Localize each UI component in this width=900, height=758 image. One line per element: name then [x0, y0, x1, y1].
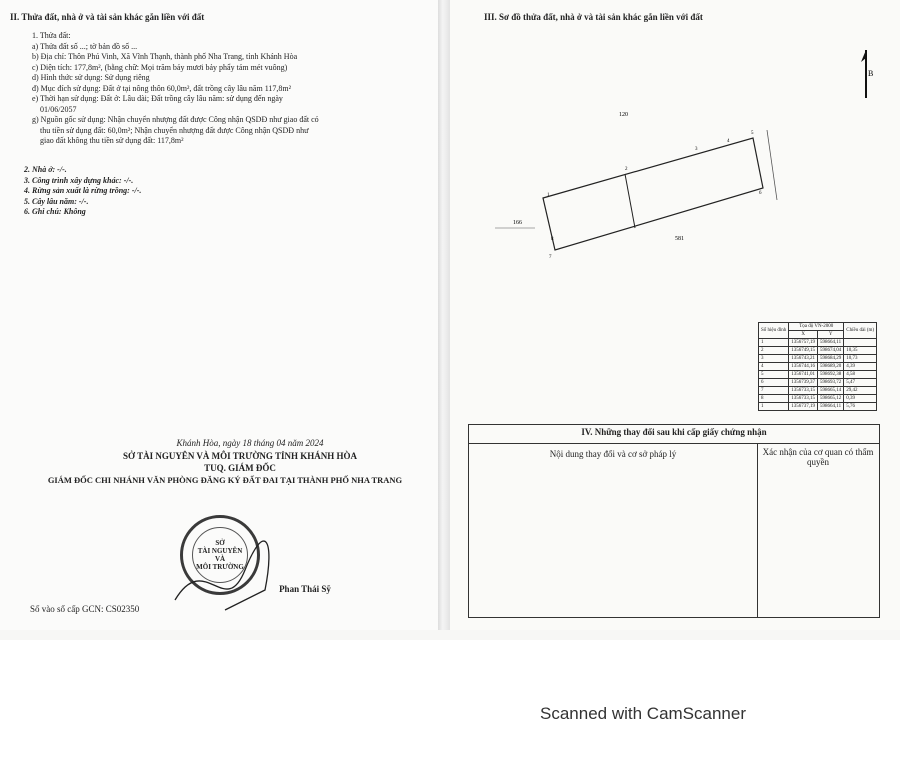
table-cell: 4,58: [844, 371, 877, 379]
table-cell: 8: [759, 395, 789, 403]
signer-name: Phan Thái Sỹ: [279, 584, 331, 594]
table-cell: 1356739,37: [789, 379, 818, 387]
asset-item: 3. Công trình xây dựng khác: -/-.: [24, 175, 134, 185]
land-detail-line: c) Diện tích: 177,8m², (bằng chữ: Mọi trăm bảy mươi bảy phẩy tám mét vuông): [32, 62, 288, 72]
col-length: Chiều dài (m): [844, 323, 877, 339]
land-detail-line: b) Địa chỉ: Thôn Phú Vinh, Xã Vĩnh Thạnh, thành phố Nha Trang, tỉnh Khánh Hòa: [32, 52, 298, 61]
table-row: [759, 403, 877, 411]
neighbor-label-120: 120: [619, 112, 628, 118]
coordinates-table: [758, 322, 877, 411]
registration-number: Số vào sổ cấp GCN: CS02350: [30, 604, 140, 614]
camscanner-watermark: Scanned with CamScanner: [540, 704, 747, 723]
seal-line: SỞ: [215, 539, 225, 547]
authority-confirmation-header: Xác nhận của cơ quan có thẩm quyền: [762, 447, 874, 467]
left-page: [0, 0, 440, 630]
road-edge: [767, 130, 777, 200]
table-cell: 1356744,16: [789, 363, 818, 371]
table-row: [759, 339, 877, 347]
col-vertex: Số hiệu đỉnh: [759, 323, 789, 339]
table-cell: 598684,29: [818, 355, 844, 363]
table-row: [759, 363, 877, 371]
seal-line: VÀ: [214, 555, 226, 563]
table-row: [759, 371, 877, 379]
parcel-divider: [625, 174, 635, 228]
table-cell: 598692,38: [818, 371, 844, 379]
table-cell: 598689,20: [818, 363, 844, 371]
vertex-3: 3: [695, 147, 698, 152]
table-cell: 1356743,21: [789, 355, 818, 363]
land-detail-line: d) Hình thức sử dụng: Sử dụng riêng: [32, 73, 150, 82]
table-cell: 598674,04: [818, 347, 844, 355]
table-cell: 598664,11: [818, 403, 844, 411]
issue-date: Khánh Hòa, ngày 18 tháng 04 năm 2024: [176, 438, 324, 448]
land-detail-line: đ) Mục đích sử dụng: Đất ở tại nông thôn 60,0m², đất trồng cây lâu năm 117,8m²: [32, 83, 292, 93]
signature-scribble: [165, 530, 285, 620]
section-ii-title: II. Thửa đất, nhà ở và tài sản khác gắn liền với đất: [10, 12, 205, 22]
table-cell: 1: [759, 403, 789, 411]
table-cell: 4: [759, 363, 789, 371]
vertex-6: 6: [759, 191, 762, 196]
table-cell: 1: [759, 339, 789, 347]
table-cell: [844, 339, 877, 347]
neighbor-label-581: 581: [675, 236, 684, 242]
land-detail-line: 01/06/2057: [40, 104, 77, 114]
table-cell: 4,39: [844, 363, 877, 371]
table-cell: 6: [759, 379, 789, 387]
table-cell: 598665,14: [818, 387, 844, 395]
vertex-4: 4: [727, 139, 730, 144]
north-arrow-icon: [858, 50, 874, 98]
table-row: [759, 355, 877, 363]
asset-item: 5. Cây lâu năm: -/-.: [24, 196, 89, 206]
section-iii-title: III. Sơ đồ thửa đất, nhà ở và tài sản khác gắn liền với đất: [484, 12, 703, 22]
table-row: [759, 395, 877, 403]
land-detail-line: g) Nguồn gốc sử dụng: Nhận chuyển nhượng đất được Công nhận QSDĐ như giao đất có: [32, 115, 319, 124]
org-authority: TUQ. GIÁM ĐỐC: [204, 463, 276, 473]
asset-item: 2. Nhà ở: -/-.: [24, 165, 67, 174]
table-cell: 1356733,15: [789, 395, 818, 403]
vertex-5: 5: [751, 131, 754, 136]
table-cell: 10,35: [844, 347, 877, 355]
asset-item: 4. Rừng sản xuất là rừng trồng: -/-.: [24, 186, 142, 195]
vertex-7: 7: [549, 255, 552, 260]
org-branch: GIÁM ĐỐC CHI NHÁNH VĂN PHÒNG ĐĂNG KÝ ĐẤT ĐAI TẠI THÀNH PHỐ NHA TRANG: [47, 475, 403, 485]
vertex-8: 8: [551, 237, 554, 242]
table-cell: 598664,11: [818, 339, 844, 347]
asset-item: 6. Ghi chú: Không: [24, 207, 86, 216]
table-cell: 1356737,19: [789, 403, 818, 411]
page-fold: [438, 0, 450, 630]
compass-label: B: [868, 69, 874, 78]
neighbor-label-166: 166: [513, 220, 522, 226]
table-cell: 7: [759, 387, 789, 395]
land-detail-line: e) Thời hạn sử dụng: Đất ở: Lâu dài; Đất trồng cây lâu năm: sử dụng đến ngày: [32, 94, 283, 103]
table-cell: 1356741,01: [789, 371, 818, 379]
table-row: [759, 347, 877, 355]
table-cell: 598693,72: [818, 379, 844, 387]
seal-line: MÔI TRƯỜNG: [196, 563, 244, 571]
table-cell: 5,76: [844, 403, 877, 411]
changes-box: [468, 424, 880, 618]
seal-line: TÀI NGUYÊN: [197, 547, 243, 555]
parcel-diagram: [495, 100, 795, 260]
col-coords: Tọa độ VN-2000: [789, 323, 844, 331]
table-cell: 2: [759, 347, 789, 355]
table-cell: 3: [759, 355, 789, 363]
table-row: [759, 379, 877, 387]
col-x: X: [789, 331, 818, 339]
table-cell: 1356733,15: [789, 387, 818, 395]
land-detail-line: 1. Thửa đất:: [32, 31, 71, 40]
table-row: [759, 387, 877, 395]
table-cell: 1356757,19: [789, 339, 818, 347]
col-y: Y: [818, 331, 844, 339]
changes-content-header: Nội dung thay đổi và cơ sở pháp lý: [549, 449, 677, 459]
land-detail-line: giao đất không thu tiền sử dụng đất: 117,8m²: [40, 136, 184, 145]
vertex-1: 1: [547, 193, 550, 198]
land-detail-line: thu tiền sử dụng đất: 60,0m²; Nhận chuyển nhượng đất được Công nhận QSDĐ như: [40, 125, 309, 135]
table-cell: 29,42: [844, 387, 877, 395]
vertex-2: 2: [625, 167, 628, 172]
land-detail-line: a) Thửa đất số ...; tờ bản đồ số ...: [32, 41, 138, 51]
table-cell: 5: [759, 371, 789, 379]
parcel-outline: [543, 138, 763, 250]
table-cell: 1356749,15: [789, 347, 818, 355]
section-iv-title: IV. Những thay đổi sau khi cấp giấy chứng nhận: [581, 427, 767, 437]
table-cell: 598665,12: [818, 395, 844, 403]
org-name: SỞ TÀI NGUYÊN VÀ MÔI TRƯỜNG TỈNH KHÁNH HÒA: [122, 451, 358, 461]
table-cell: 10,73: [844, 355, 877, 363]
table-cell: 0,39: [844, 395, 877, 403]
table-cell: 5,47: [844, 379, 877, 387]
